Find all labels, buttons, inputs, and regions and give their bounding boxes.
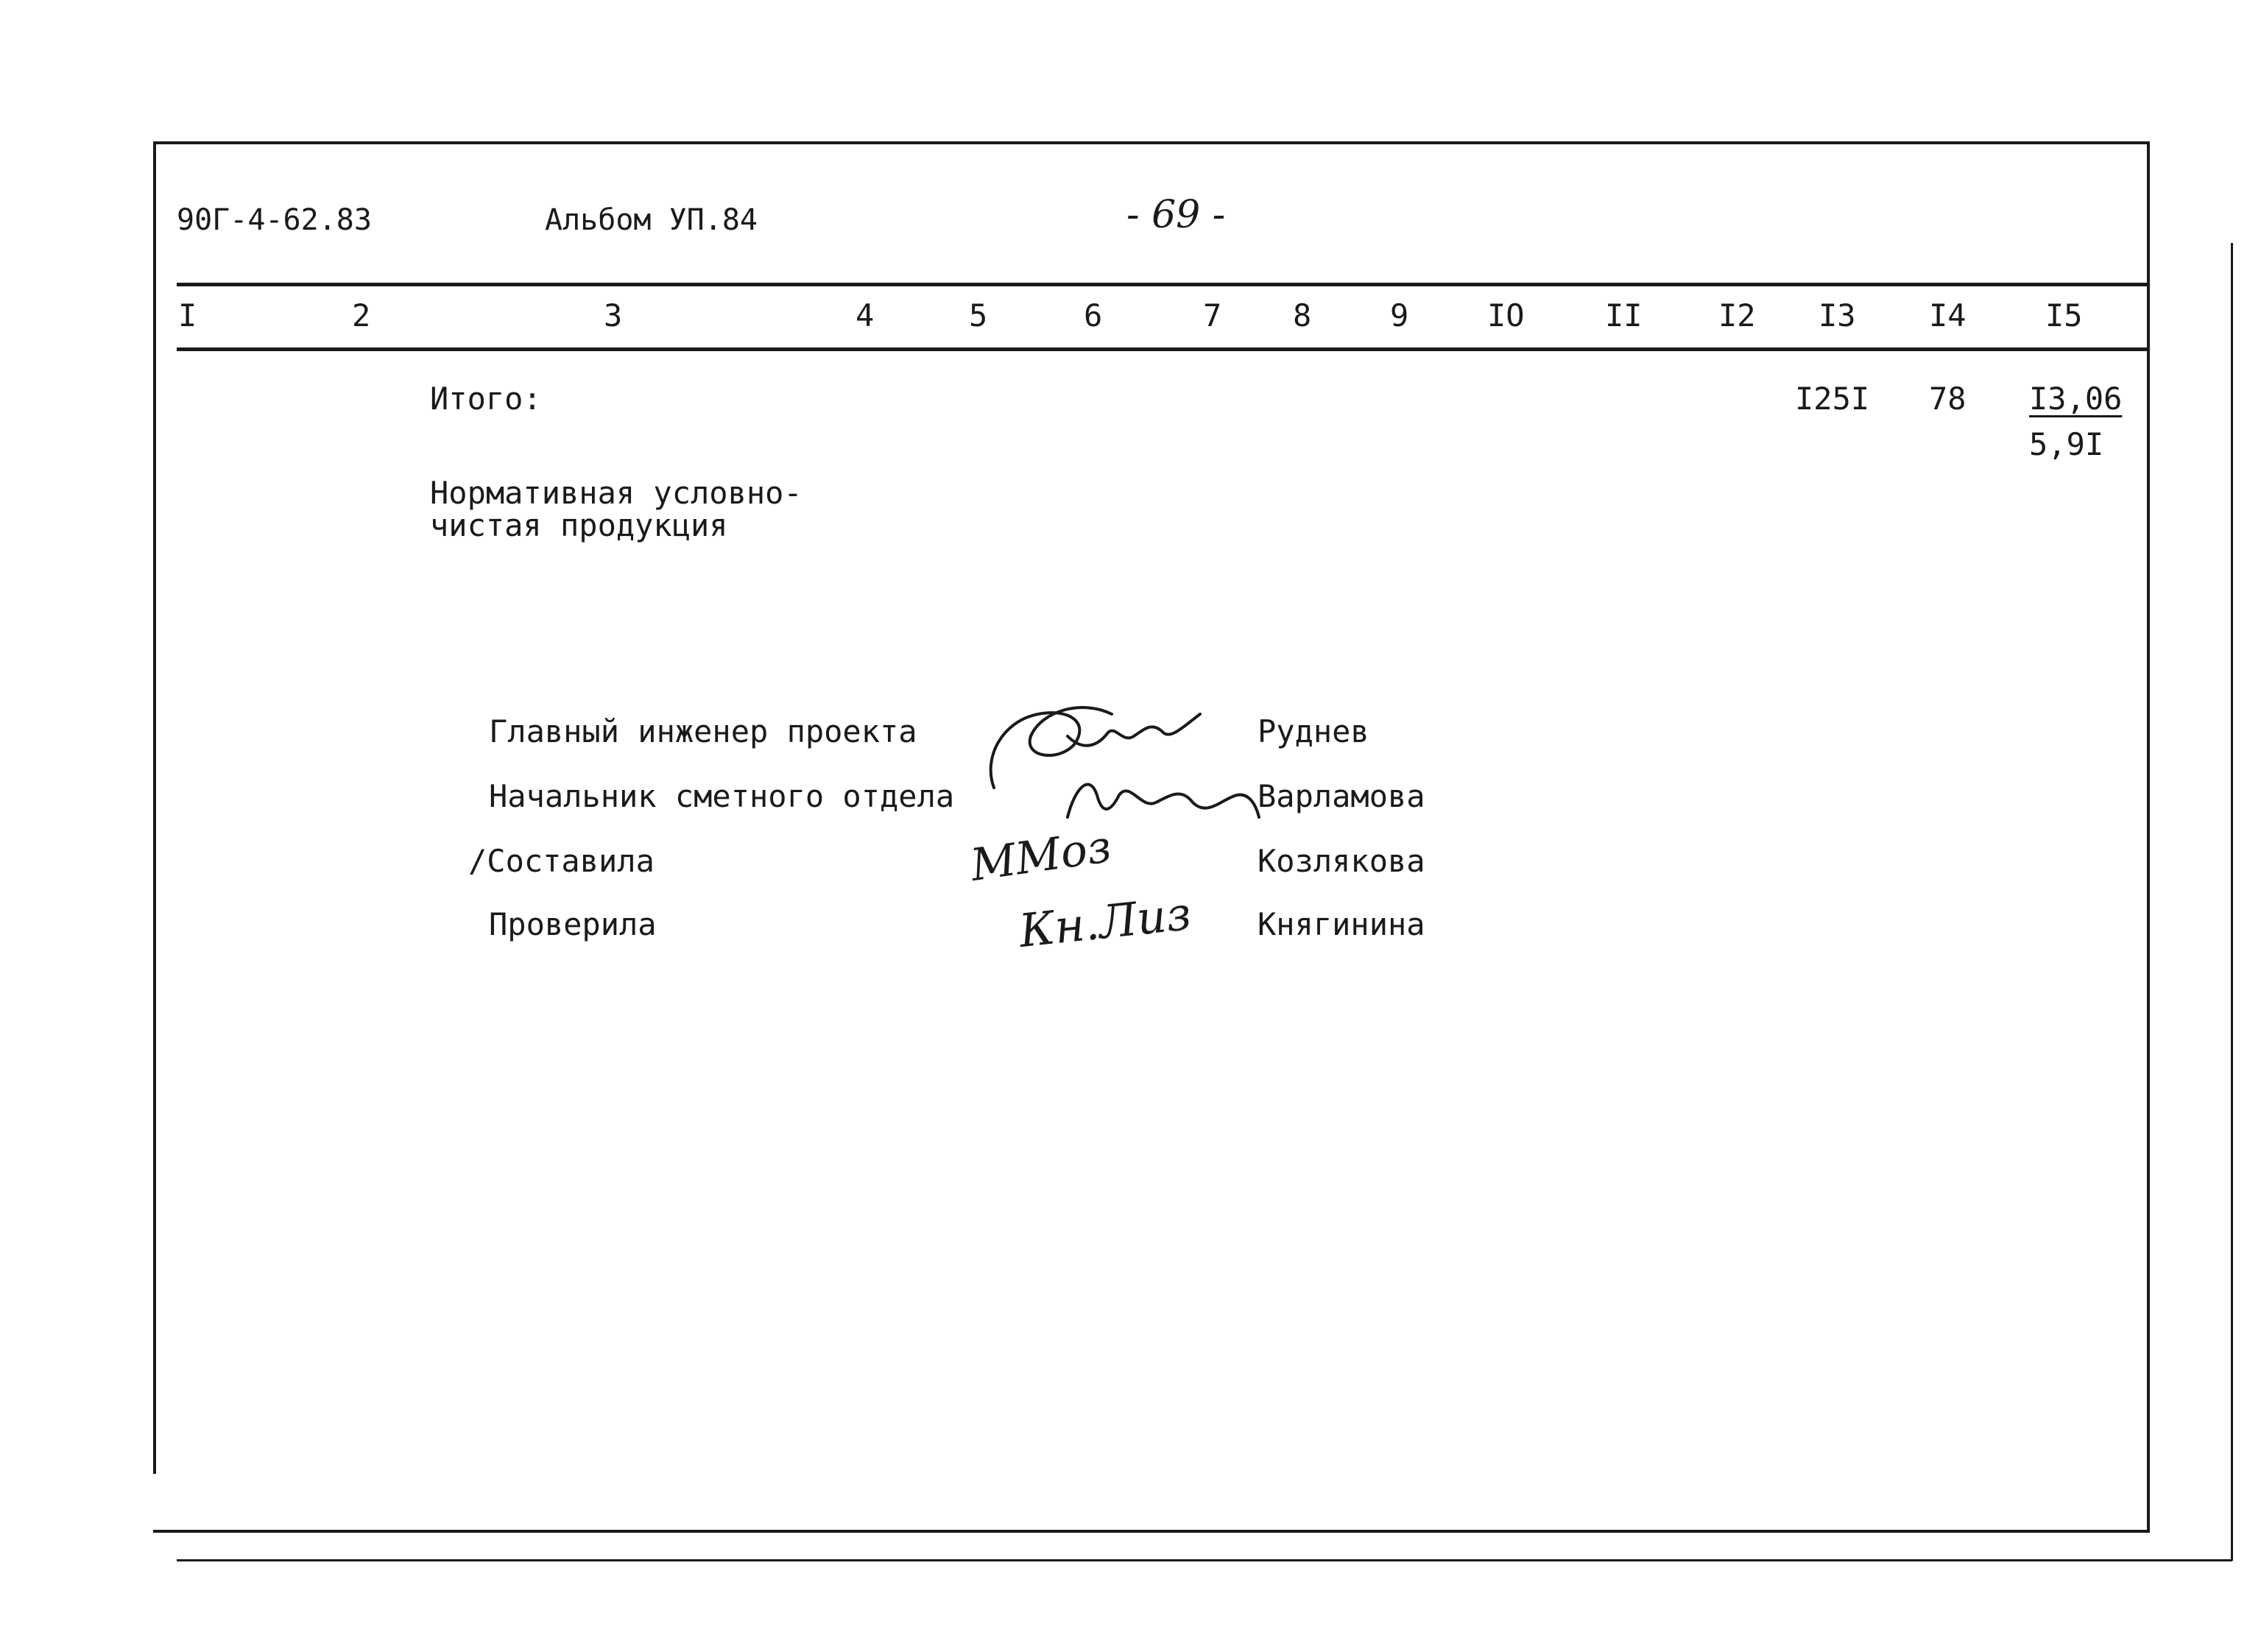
column-number: 6 <box>1084 297 1103 333</box>
column-header-top-rule <box>177 283 2148 286</box>
frame-left-border <box>153 141 156 1474</box>
signature-name: Варламова <box>1258 778 1425 814</box>
signature-name: Княгинина <box>1258 906 1425 942</box>
column-number: II <box>1605 297 1643 333</box>
column-number: 2 <box>352 297 371 333</box>
column-number: I <box>178 297 197 333</box>
totals-label: Итого: <box>430 381 542 417</box>
note-line-2: чистая продукция <box>430 507 728 543</box>
signature-name: Козлякова <box>1258 843 1425 879</box>
column-number: 8 <box>1293 297 1312 333</box>
signature-role: /Составила <box>468 843 655 879</box>
column-number: IO <box>1487 297 1525 333</box>
column-number: 4 <box>856 297 875 333</box>
outer-right-edge <box>2231 243 2233 1561</box>
signature-role: Проверила <box>489 906 657 942</box>
column-number: I2 <box>1718 297 1756 333</box>
handwritten-signature-4: Кн.Лиз <box>1016 886 1194 959</box>
signature-role: Главный инженер проекта <box>489 713 917 749</box>
column-number: I4 <box>1929 297 1967 333</box>
column-number: 3 <box>604 297 623 333</box>
signature-role: Начальник сметного отдела <box>489 778 955 814</box>
signature-name: Руднев <box>1258 713 1369 749</box>
outer-bottom-edge <box>177 1559 2232 1561</box>
totals-col15-bottom-value: 5,9I <box>2029 426 2104 462</box>
frame-bottom-border <box>153 1530 2150 1533</box>
column-header-bottom-rule <box>177 347 2148 351</box>
column-number: I3 <box>1819 297 1856 333</box>
column-number: 9 <box>1390 297 1409 333</box>
totals-col14-value: 78 <box>1929 381 1967 417</box>
note-line-1: Нормативная условно- <box>430 475 803 511</box>
page-number: - 69 - <box>1126 193 1226 237</box>
handwritten-signature-3: ММоз <box>967 820 1115 892</box>
column-number: I5 <box>2045 297 2083 333</box>
totals-col15-top-value: I3,06 <box>2029 381 2123 417</box>
column-number: 5 <box>969 297 988 333</box>
totals-col13-value: I25I <box>1795 381 1870 417</box>
album-label: Альбом УП.84 <box>545 203 758 237</box>
frame-top-border <box>153 141 2150 144</box>
document-code: 90Г-4-62.83 <box>177 203 372 237</box>
column-number: 7 <box>1203 297 1222 333</box>
